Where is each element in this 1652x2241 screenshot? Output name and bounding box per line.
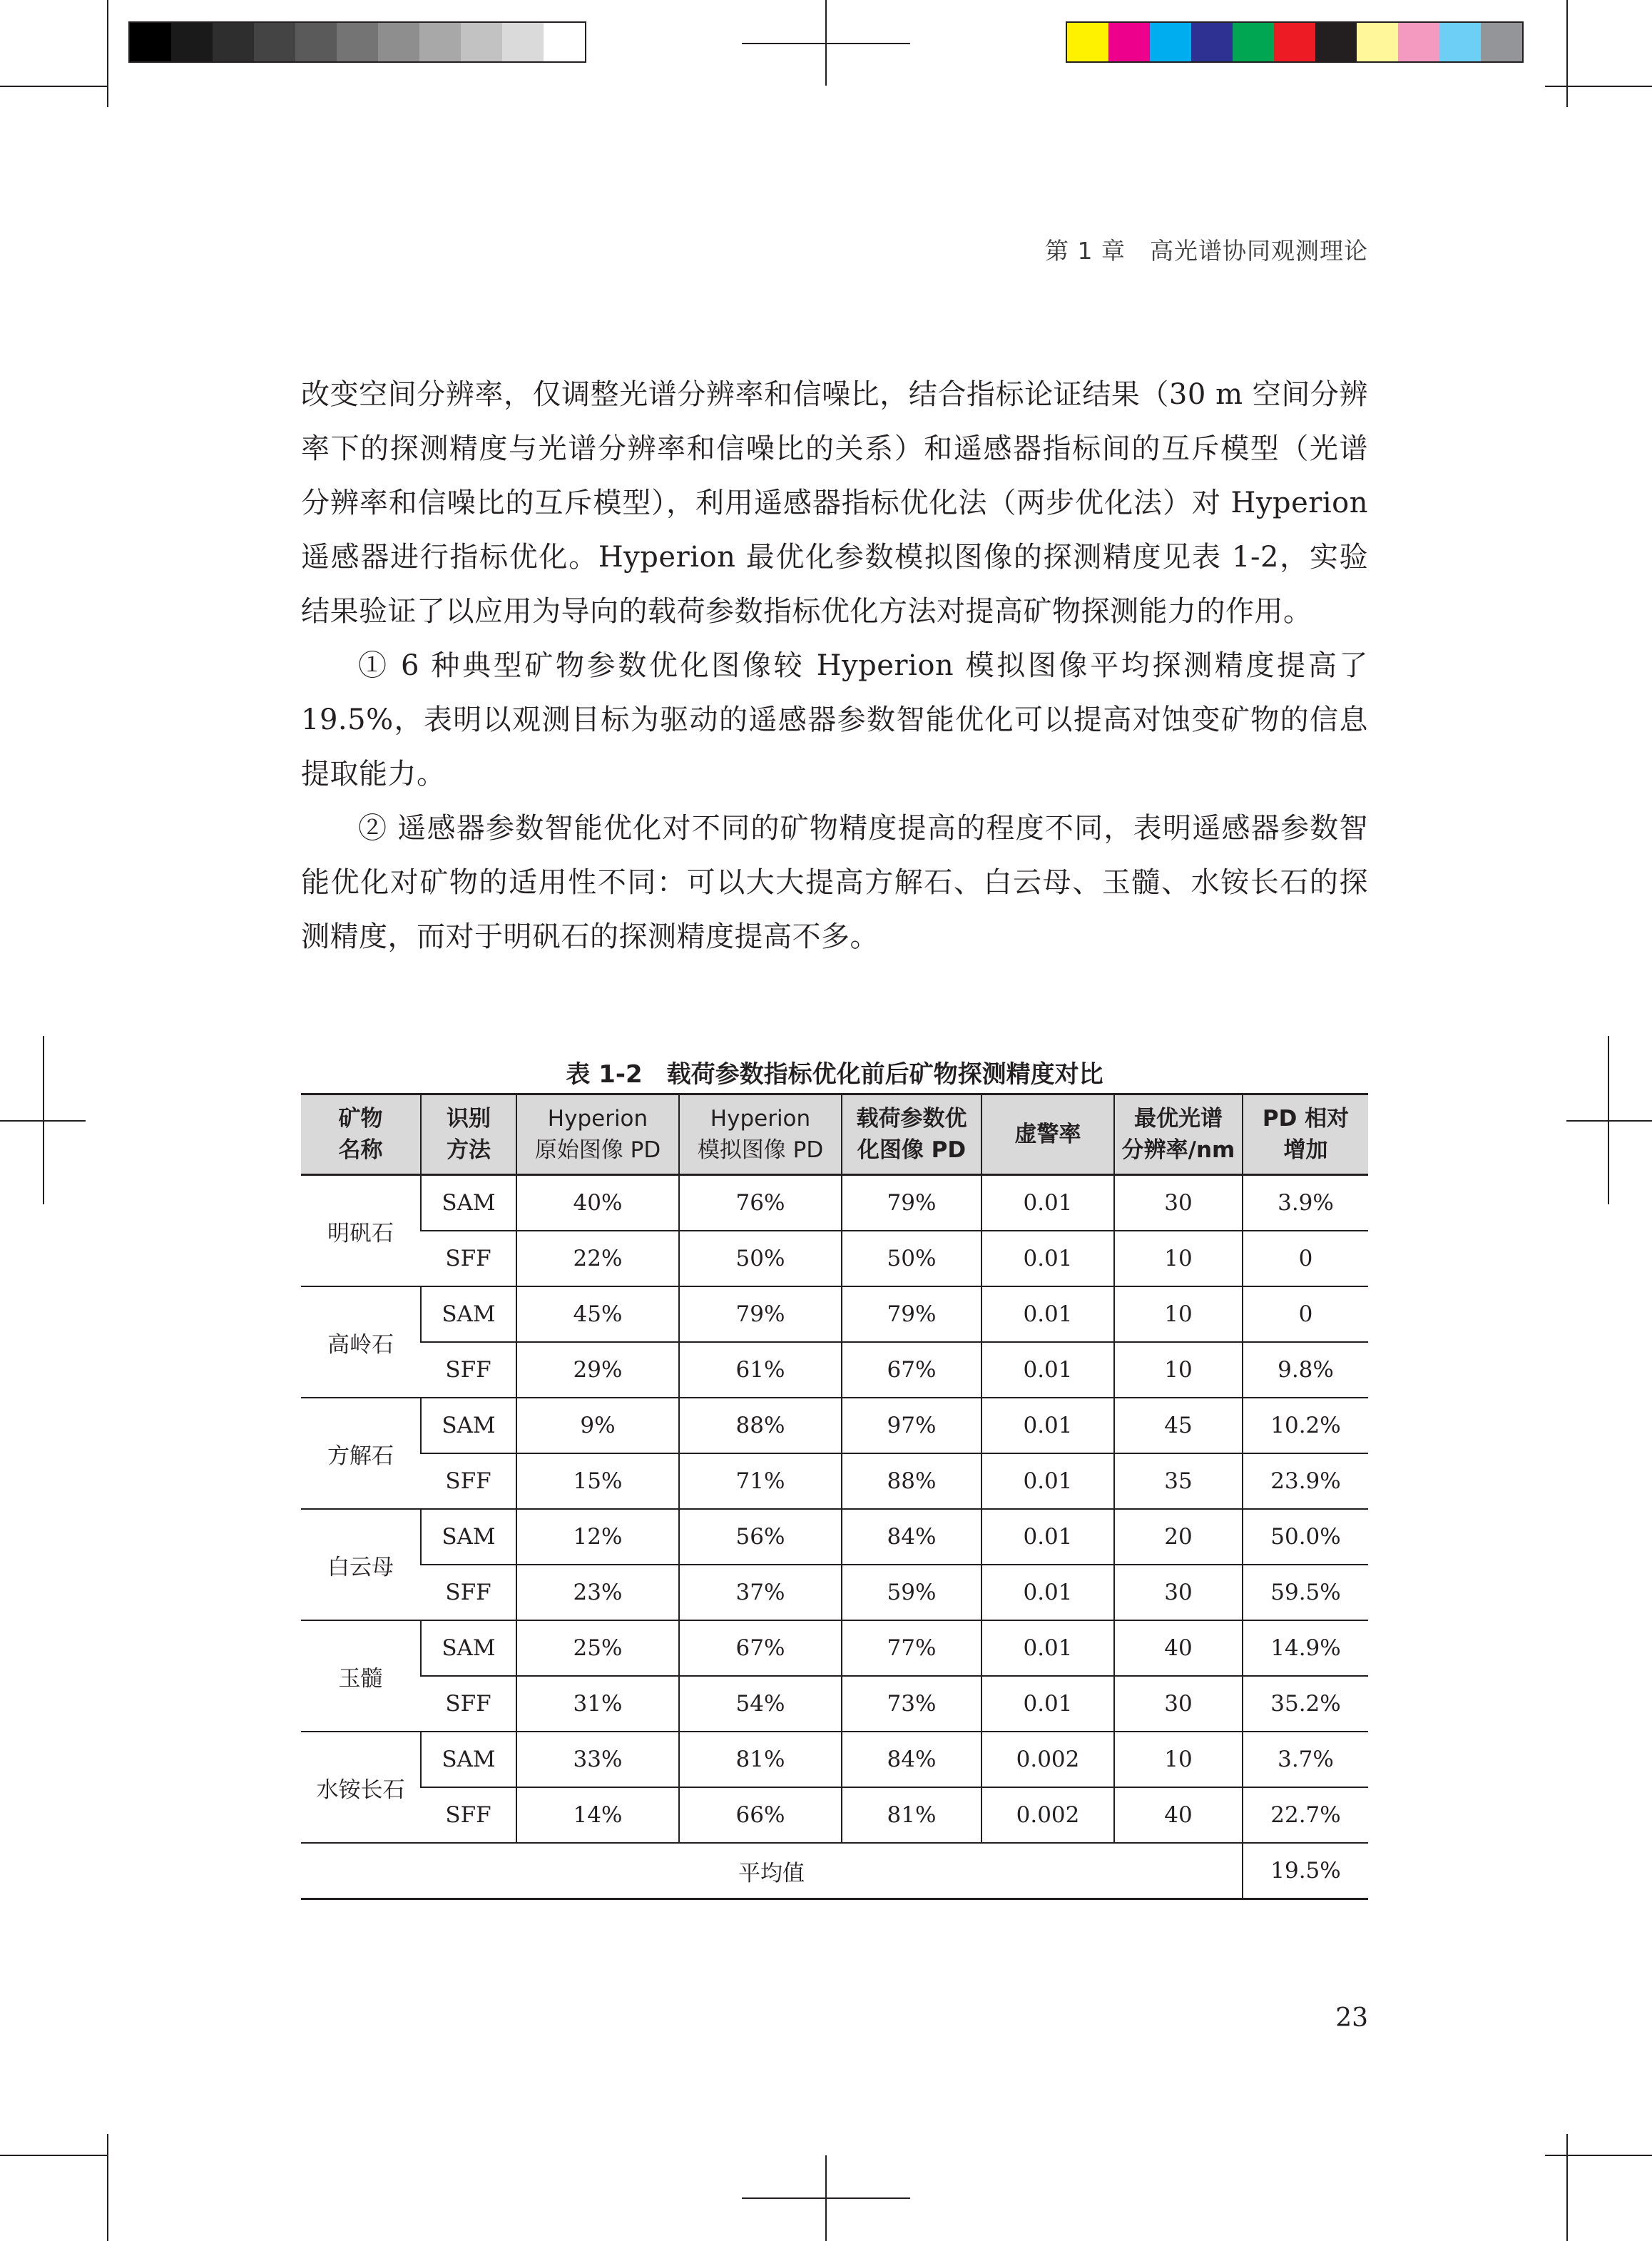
table-cell: 61% xyxy=(679,1342,842,1398)
table-cell: 40% xyxy=(516,1175,679,1231)
mineral-name-cell: 方解石 xyxy=(301,1398,421,1509)
table-cell: 10 xyxy=(1114,1342,1243,1398)
table-cell: 0.01 xyxy=(981,1565,1114,1620)
color-swatch xyxy=(1357,23,1398,61)
table-row xyxy=(301,1565,1368,1620)
table-cell: 25% xyxy=(516,1620,679,1676)
table-cell: 30 xyxy=(1114,1565,1243,1620)
color-swatch xyxy=(1067,23,1108,61)
table-cell: 88% xyxy=(679,1398,842,1453)
table-cell: SAM xyxy=(421,1175,516,1231)
column-header-line: 虚警率 xyxy=(1014,1122,1081,1147)
table-cell: 9.8% xyxy=(1243,1342,1368,1398)
table-cell: 0.01 xyxy=(981,1231,1114,1286)
color-swatch xyxy=(1150,23,1191,61)
table-cell: 14% xyxy=(516,1787,679,1843)
table-body xyxy=(301,1175,1368,1899)
column-header-line: 识别 xyxy=(447,1106,491,1132)
gray-swatch xyxy=(295,23,337,61)
table-cell: 71% xyxy=(679,1453,842,1509)
column-header-line: 名称 xyxy=(338,1137,383,1163)
gray-swatch xyxy=(419,23,461,61)
table-cell: 59% xyxy=(842,1565,981,1620)
table-cell: 0.002 xyxy=(981,1732,1114,1787)
running-header: 第 1 章 高光谱协同观测理论 xyxy=(1045,237,1368,265)
column-header-line: 载荷参数优 xyxy=(856,1106,967,1132)
table-cell: 0.01 xyxy=(981,1509,1114,1565)
table-cell: 22.7% xyxy=(1243,1787,1368,1843)
table-cell: 0.01 xyxy=(981,1342,1114,1398)
column-header xyxy=(1243,1094,1368,1175)
table-cell: 37% xyxy=(679,1565,842,1620)
column-header xyxy=(981,1094,1114,1175)
table-cell: 50% xyxy=(842,1231,981,1286)
mineral-name-cell: 玉髓 xyxy=(301,1620,421,1732)
table-cell: 10 xyxy=(1114,1732,1243,1787)
average-label-cell: 平均值 xyxy=(301,1843,1243,1899)
table-cell: 76% xyxy=(679,1175,842,1231)
table-cell: 31% xyxy=(516,1676,679,1732)
table-row xyxy=(301,1398,1368,1453)
column-header xyxy=(421,1094,516,1175)
gray-swatch xyxy=(502,23,544,61)
table-row xyxy=(301,1231,1368,1286)
table-row xyxy=(301,1787,1368,1843)
table-cell: 0.01 xyxy=(981,1286,1114,1342)
table-row xyxy=(301,1453,1368,1509)
color-swatch xyxy=(1191,23,1233,61)
table-cell: 67% xyxy=(842,1342,981,1398)
table-cell: 84% xyxy=(842,1732,981,1787)
average-row xyxy=(301,1843,1368,1899)
table-cell: 79% xyxy=(679,1286,842,1342)
table-header-row xyxy=(301,1094,1368,1175)
table-cell: 22% xyxy=(516,1231,679,1286)
column-header xyxy=(1114,1094,1243,1175)
table-cell: 66% xyxy=(679,1787,842,1843)
column-header xyxy=(842,1094,981,1175)
table-cell: 29% xyxy=(516,1342,679,1398)
table-cell: 0.01 xyxy=(981,1175,1114,1231)
table-cell: 9% xyxy=(516,1398,679,1453)
color-swatch xyxy=(1398,23,1439,61)
table-cell: 12% xyxy=(516,1509,679,1565)
table-cell: 88% xyxy=(842,1453,981,1509)
column-header-line: 化图像 PD xyxy=(857,1137,967,1163)
table-cell: 0.002 xyxy=(981,1787,1114,1843)
table-cell: 10 xyxy=(1114,1286,1243,1342)
mineral-detection-table xyxy=(301,1093,1368,1900)
table-cell: SFF xyxy=(421,1787,516,1843)
gray-swatch xyxy=(378,23,419,61)
table-row xyxy=(301,1509,1368,1565)
gray-swatch xyxy=(254,23,295,61)
table-cell: 33% xyxy=(516,1732,679,1787)
table-cell: 0.01 xyxy=(981,1398,1114,1453)
table-cell: SFF xyxy=(421,1342,516,1398)
gray-swatch xyxy=(337,23,378,61)
body-text xyxy=(301,367,1368,964)
color-calibration-bar xyxy=(1066,21,1524,63)
table-cell: 81% xyxy=(679,1732,842,1787)
table-caption: 表 1-2 载荷参数指标优化前后矿物探测精度对比 xyxy=(566,1060,1103,1089)
paragraph: ② 遥感器参数智能优化对不同的矿物精度提高的程度不同，表明遥感器参数智能优化对矿物的适用性不同：可以大大提高方解石、白云母、玉髓、水铵长石的探测精度，而对于明矾石的探测精度提高不多。 xyxy=(301,812,1368,953)
table-row xyxy=(301,1732,1368,1787)
page-number: 23 xyxy=(1335,2003,1368,2033)
table-cell: 40 xyxy=(1114,1787,1243,1843)
table-cell: 45% xyxy=(516,1286,679,1342)
column-header-line: 分辨率/nm xyxy=(1121,1137,1235,1163)
table-cell: 14.9% xyxy=(1243,1620,1368,1676)
mineral-name-cell: 白云母 xyxy=(301,1509,421,1620)
column-header xyxy=(301,1094,421,1175)
table-cell: SFF xyxy=(421,1231,516,1286)
column-header xyxy=(679,1094,842,1175)
table-cell: SAM xyxy=(421,1732,516,1787)
table-cell: SFF xyxy=(421,1676,516,1732)
gray-swatch xyxy=(544,23,585,61)
table-cell: 35 xyxy=(1114,1453,1243,1509)
column-header-line: 增加 xyxy=(1283,1137,1328,1163)
table-cell: 3.7% xyxy=(1243,1732,1368,1787)
table-cell: 81% xyxy=(842,1787,981,1843)
column-header-line: 最优光谱 xyxy=(1134,1106,1223,1132)
average-value-cell: 19.5% xyxy=(1243,1843,1368,1899)
table-cell: 30 xyxy=(1114,1175,1243,1231)
column-header-line: PD 相对 xyxy=(1262,1106,1350,1132)
table-cell: SAM xyxy=(421,1286,516,1342)
table-cell: 40 xyxy=(1114,1620,1243,1676)
table-cell: 0.01 xyxy=(981,1453,1114,1509)
table-cell: 50.0% xyxy=(1243,1509,1368,1565)
gray-swatch xyxy=(171,23,213,61)
table-row xyxy=(301,1342,1368,1398)
table-cell: 0 xyxy=(1243,1286,1368,1342)
table-cell: 15% xyxy=(516,1453,679,1509)
column-header-line: 方法 xyxy=(447,1137,491,1163)
table-row xyxy=(301,1286,1368,1342)
color-swatch xyxy=(1108,23,1150,61)
table-row xyxy=(301,1620,1368,1676)
table-cell: 3.9% xyxy=(1243,1175,1368,1231)
table-cell: SAM xyxy=(421,1398,516,1453)
mineral-name-cell: 高岭石 xyxy=(301,1286,421,1398)
column-header-line: Hyperion xyxy=(710,1106,811,1132)
color-swatch xyxy=(1315,23,1357,61)
table-cell: SFF xyxy=(421,1453,516,1509)
table-cell: 77% xyxy=(842,1620,981,1676)
table-cell: 59.5% xyxy=(1243,1565,1368,1620)
table-cell: 97% xyxy=(842,1398,981,1453)
color-swatch xyxy=(1439,23,1481,61)
gray-swatch xyxy=(213,23,254,61)
table-cell: 45 xyxy=(1114,1398,1243,1453)
color-swatch xyxy=(1274,23,1315,61)
table-cell: 56% xyxy=(679,1509,842,1565)
table-cell: 10.2% xyxy=(1243,1398,1368,1453)
column-header-line: 矿物 xyxy=(338,1106,383,1132)
table-cell: 23.9% xyxy=(1243,1453,1368,1509)
mineral-name-cell: 明矾石 xyxy=(301,1175,421,1287)
table-cell: 73% xyxy=(842,1676,981,1732)
color-swatch xyxy=(1233,23,1274,61)
column-header-line: 模拟图像 PD xyxy=(697,1137,824,1163)
grayscale-calibration-bar xyxy=(128,21,586,63)
table-cell: 79% xyxy=(842,1286,981,1342)
table-cell: 84% xyxy=(842,1509,981,1565)
table-cell: 0 xyxy=(1243,1231,1368,1286)
table-row xyxy=(301,1676,1368,1732)
gray-swatch xyxy=(130,23,171,61)
table-cell: 20 xyxy=(1114,1509,1243,1565)
column-header-line: Hyperion xyxy=(547,1106,648,1132)
table-row xyxy=(301,1175,1368,1231)
table-cell: 54% xyxy=(679,1676,842,1732)
table-cell: 35.2% xyxy=(1243,1676,1368,1732)
table-cell: 23% xyxy=(516,1565,679,1620)
table-cell: 0.01 xyxy=(981,1620,1114,1676)
column-header-line: 原始图像 PD xyxy=(534,1137,661,1163)
column-header xyxy=(516,1094,679,1175)
mineral-name-cell: 水铵长石 xyxy=(301,1732,421,1843)
gray-swatch xyxy=(461,23,502,61)
table-cell: 67% xyxy=(679,1620,842,1676)
table-cell: 30 xyxy=(1114,1676,1243,1732)
table-cell: SAM xyxy=(421,1620,516,1676)
table-cell: 79% xyxy=(842,1175,981,1231)
paragraph: ① 6 种典型矿物参数优化图像较 Hyperion 模拟图像平均探测精度提高了 19.5%，表明以观测目标为驱动的遥感器参数智能优化可以提高对蚀变矿物的信息提取能力。 xyxy=(301,649,1368,791)
table-cell: 50% xyxy=(679,1231,842,1286)
table-cell: 10 xyxy=(1114,1231,1243,1286)
table-cell: SFF xyxy=(421,1565,516,1620)
table-cell: SAM xyxy=(421,1509,516,1565)
table-cell: 0.01 xyxy=(981,1676,1114,1732)
paragraph: 改变空间分辨率，仅调整光谱分辨率和信噪比，结合指标论证结果（30 m 空间分辨率下的探测精度与光谱分辨率和信噪比的关系）和遥感器指标间的互斥模型（光谱分辨率和信噪比的互斥模型），利用遥感器指标优化法（两步优化法）对 Hyperion 遥感器进行指标优化。Hyperion 最优化参数模拟图像的探测精度见表 1-2，实验结果验证了以应用为导向的载荷参数指标优化方法对提高矿物探测能力的作用。 xyxy=(301,378,1368,628)
color-swatch xyxy=(1481,23,1522,61)
